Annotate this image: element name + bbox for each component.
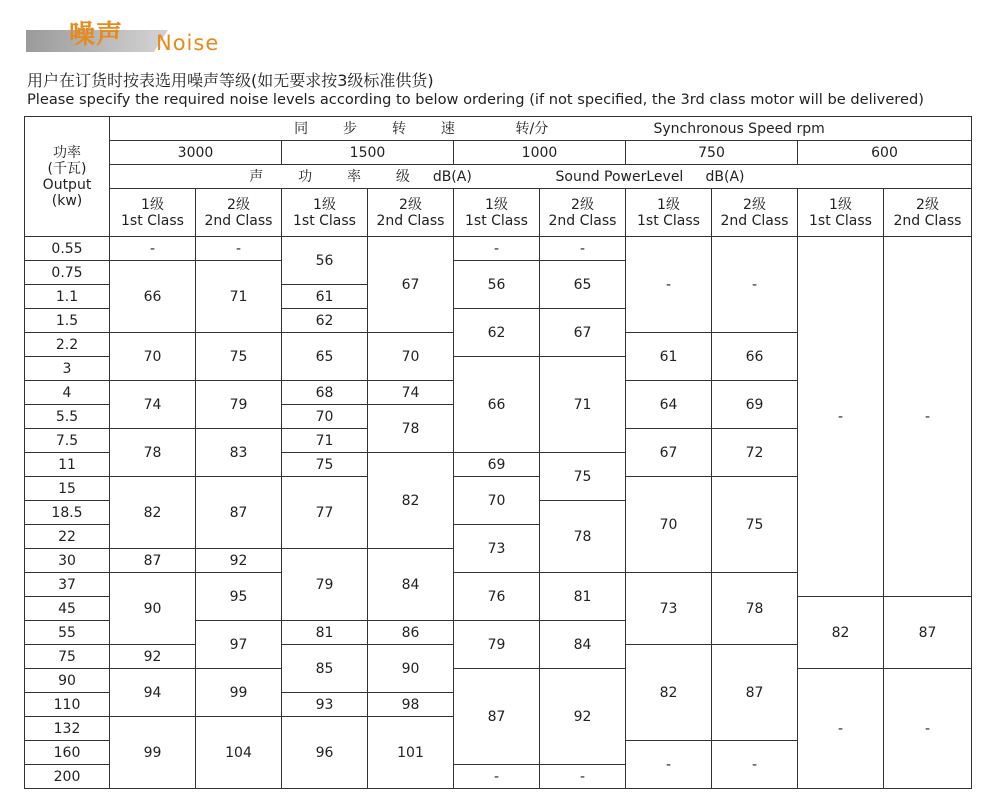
class-1-header bbox=[798, 189, 884, 237]
noise-value: 73 bbox=[454, 525, 540, 573]
speed-600: 600 bbox=[798, 141, 972, 165]
output-value: 90 bbox=[25, 669, 110, 693]
output-header-en-unit: (kw) bbox=[51, 192, 83, 209]
noise-value: 92 bbox=[540, 669, 626, 765]
noise-value: 70 bbox=[282, 405, 368, 429]
noise-value: 87 bbox=[712, 645, 798, 741]
speed-cn-unit: 转/分 bbox=[515, 120, 549, 137]
noise-value: 67 bbox=[626, 429, 712, 477]
speed-cn-4: 速 bbox=[440, 120, 455, 137]
output-value: 0.75 bbox=[25, 261, 110, 285]
class-1-header bbox=[110, 189, 196, 237]
output-header-cn-unit: (千瓦) bbox=[47, 160, 87, 177]
class-label-en: 2nd Class bbox=[893, 212, 962, 229]
power-header-row bbox=[25, 165, 972, 189]
power-cn-3: 率 bbox=[347, 168, 361, 185]
noise-value: 104 bbox=[196, 717, 282, 789]
noise-value: 75 bbox=[540, 453, 626, 501]
class-2-header bbox=[196, 189, 282, 237]
noise-value: 76 bbox=[454, 573, 540, 621]
power-cn-unit: dB(A) bbox=[432, 168, 472, 185]
noise-value: 82 bbox=[626, 645, 712, 741]
output-value: 1.1 bbox=[25, 285, 110, 309]
class-2-header bbox=[712, 189, 798, 237]
class-label-cn: 2级 bbox=[743, 196, 766, 213]
sound-power-header bbox=[110, 165, 972, 189]
speed-1500: 1500 bbox=[282, 141, 454, 165]
output-value: 4 bbox=[25, 381, 110, 405]
noise-value: 65 bbox=[540, 261, 626, 309]
noise-value: - bbox=[196, 237, 282, 261]
noise-value: 67 bbox=[368, 237, 454, 333]
noise-value: 75 bbox=[712, 477, 798, 573]
speed-cn-2: 步 bbox=[343, 120, 358, 137]
output-value: 0.55 bbox=[25, 237, 110, 261]
speed-cn-3: 转 bbox=[391, 120, 406, 137]
output-value: 30 bbox=[25, 549, 110, 573]
output-header-en: Output bbox=[42, 176, 92, 193]
power-cn-4: 级 bbox=[395, 168, 410, 185]
noise-value: 78 bbox=[368, 405, 454, 453]
noise-value: 62 bbox=[454, 309, 540, 357]
class-2-header bbox=[368, 189, 454, 237]
class-2-header bbox=[540, 189, 626, 237]
noise-value: 61 bbox=[282, 285, 368, 309]
power-en-unit: dB(A) bbox=[705, 168, 745, 185]
noise-value: 86 bbox=[368, 621, 454, 645]
class-label-cn: 1级 bbox=[485, 196, 508, 213]
output-value: 5.5 bbox=[25, 405, 110, 429]
output-value: 22 bbox=[25, 525, 110, 549]
noise-value: 71 bbox=[540, 357, 626, 453]
noise-value: 77 bbox=[282, 477, 368, 549]
output-value: 160 bbox=[25, 741, 110, 765]
noise-value: 90 bbox=[368, 645, 454, 693]
power-cn-2: 功 bbox=[298, 168, 313, 185]
noise-value: - bbox=[626, 237, 712, 333]
noise-value: 82 bbox=[798, 597, 884, 669]
class-header-row bbox=[25, 189, 972, 237]
noise-value: 85 bbox=[282, 645, 368, 693]
noise-value: 87 bbox=[884, 597, 972, 669]
noise-value: - bbox=[454, 237, 540, 261]
noise-value: 78 bbox=[712, 573, 798, 645]
output-value: 37 bbox=[25, 573, 110, 597]
output-value: 3 bbox=[25, 357, 110, 381]
noise-value: 70 bbox=[454, 477, 540, 525]
noise-value: 87 bbox=[196, 477, 282, 549]
table-row bbox=[25, 237, 972, 261]
noise-value: - bbox=[884, 669, 972, 789]
output-value: 45 bbox=[25, 597, 110, 621]
noise-value: - bbox=[454, 765, 540, 789]
noise-value: 66 bbox=[712, 333, 798, 381]
noise-value: - bbox=[712, 237, 798, 333]
noise-value: 74 bbox=[368, 381, 454, 405]
section-title-cn: 噪声 bbox=[69, 20, 124, 50]
output-value: 18.5 bbox=[25, 501, 110, 525]
noise-value: - bbox=[712, 741, 798, 789]
class-label-cn: 2级 bbox=[227, 196, 250, 213]
output-value: 7.5 bbox=[25, 429, 110, 453]
noise-value: 69 bbox=[454, 453, 540, 477]
noise-value: 99 bbox=[196, 669, 282, 717]
noise-value: 78 bbox=[540, 501, 626, 573]
noise-value: - bbox=[884, 237, 972, 597]
output-header bbox=[25, 117, 110, 237]
noise-value: 96 bbox=[282, 717, 368, 789]
noise-value: 81 bbox=[540, 573, 626, 621]
noise-value: 56 bbox=[454, 261, 540, 309]
output-value: 75 bbox=[25, 645, 110, 669]
noise-value: 87 bbox=[454, 669, 540, 765]
noise-value: 81 bbox=[282, 621, 368, 645]
output-value: 2.2 bbox=[25, 333, 110, 357]
output-value: 11 bbox=[25, 453, 110, 477]
noise-value: 92 bbox=[110, 645, 196, 669]
noise-value: 61 bbox=[626, 333, 712, 381]
noise-value: 75 bbox=[196, 333, 282, 381]
noise-value: 82 bbox=[110, 477, 196, 549]
noise-value: 98 bbox=[368, 693, 454, 717]
description-cn: 用户在订货时按表选用噪声等级(如无要求按3级标准供货) bbox=[27, 71, 434, 90]
noise-value: 99 bbox=[110, 717, 196, 789]
output-value: 110 bbox=[25, 693, 110, 717]
power-cn-1: 声 bbox=[249, 168, 264, 185]
noise-value: 84 bbox=[368, 549, 454, 621]
noise-value: - bbox=[798, 669, 884, 789]
class-label-en: 1st Class bbox=[121, 212, 184, 229]
class-label-cn: 1级 bbox=[657, 196, 680, 213]
class-label-en: 1st Class bbox=[637, 212, 700, 229]
noise-table-body bbox=[25, 117, 972, 789]
output-value: 55 bbox=[25, 621, 110, 645]
synchronous-speed-header bbox=[110, 117, 972, 141]
class-label-en: 2nd Class bbox=[720, 212, 789, 229]
speed-3000: 3000 bbox=[110, 141, 282, 165]
class-label-en: 2nd Class bbox=[548, 212, 617, 229]
class-label-cn: 2级 bbox=[916, 196, 939, 213]
noise-value: 65 bbox=[282, 333, 368, 381]
noise-value: 94 bbox=[110, 669, 196, 717]
noise-value: 78 bbox=[110, 429, 196, 477]
class-2-header bbox=[884, 189, 972, 237]
noise-value: 67 bbox=[540, 309, 626, 357]
noise-value: 73 bbox=[626, 573, 712, 645]
noise-value: 70 bbox=[110, 333, 196, 381]
noise-value: 84 bbox=[540, 621, 626, 669]
table-row bbox=[25, 669, 972, 693]
speed-750: 750 bbox=[626, 141, 798, 165]
noise-value: - bbox=[110, 237, 196, 261]
noise-value: 70 bbox=[626, 477, 712, 573]
noise-value: 90 bbox=[110, 573, 196, 645]
class-label-en: 2nd Class bbox=[204, 212, 273, 229]
class-label-en: 1st Class bbox=[293, 212, 356, 229]
power-en: Sound PowerLevel bbox=[555, 168, 684, 185]
noise-value: 64 bbox=[626, 381, 712, 429]
noise-value: 66 bbox=[110, 261, 196, 333]
class-1-header bbox=[626, 189, 712, 237]
section-title-en: Noise bbox=[156, 31, 220, 55]
noise-value: 95 bbox=[196, 573, 282, 621]
class-label-cn: 2级 bbox=[399, 196, 422, 213]
noise-value: - bbox=[626, 741, 712, 789]
output-value: 200 bbox=[25, 765, 110, 789]
noise-value: 79 bbox=[196, 381, 282, 429]
noise-value: 70 bbox=[368, 333, 454, 381]
speed-1000: 1000 bbox=[454, 141, 626, 165]
noise-value: 75 bbox=[282, 453, 368, 477]
output-value: 1.5 bbox=[25, 309, 110, 333]
noise-value: 87 bbox=[110, 549, 196, 573]
class-label-cn: 2级 bbox=[571, 196, 594, 213]
noise-value: 66 bbox=[454, 357, 540, 453]
speed-en: Synchronous Speed rpm bbox=[653, 120, 825, 137]
class-1-header bbox=[454, 189, 540, 237]
noise-value: 68 bbox=[282, 381, 368, 405]
class-label-en: 2nd Class bbox=[376, 212, 445, 229]
noise-value: 71 bbox=[196, 261, 282, 333]
class-1-header bbox=[282, 189, 368, 237]
class-label-cn: 1级 bbox=[829, 196, 852, 213]
speed-header-row bbox=[25, 117, 972, 141]
noise-value: 79 bbox=[454, 621, 540, 669]
noise-value: 101 bbox=[368, 717, 454, 789]
output-header-cn: 功率 bbox=[53, 144, 81, 161]
speed-cn-1: 同 bbox=[294, 120, 309, 137]
output-value: 15 bbox=[25, 477, 110, 501]
class-label-en: 1st Class bbox=[465, 212, 528, 229]
noise-value: 56 bbox=[282, 237, 368, 285]
noise-value: 69 bbox=[712, 381, 798, 429]
noise-value: - bbox=[540, 765, 626, 789]
noise-value: - bbox=[798, 237, 884, 597]
class-label-cn: 1级 bbox=[313, 196, 336, 213]
speed-values-row bbox=[25, 141, 972, 165]
output-value: 132 bbox=[25, 717, 110, 741]
noise-value: 62 bbox=[282, 309, 368, 333]
noise-value: 83 bbox=[196, 429, 282, 477]
description-en: Please specify the required noise levels according to below ordering (if not specified, the 3rd class motor will be delivered) bbox=[27, 91, 924, 108]
noise-value: 82 bbox=[368, 453, 454, 549]
noise-value: 97 bbox=[196, 621, 282, 669]
noise-value: - bbox=[540, 237, 626, 261]
noise-value: 72 bbox=[712, 429, 798, 477]
noise-value: 92 bbox=[196, 549, 282, 573]
class-label-en: 1st Class bbox=[809, 212, 872, 229]
noise-value: 71 bbox=[282, 429, 368, 453]
noise-value: 79 bbox=[282, 549, 368, 621]
noise-value: 93 bbox=[282, 693, 368, 717]
class-label-cn: 1级 bbox=[141, 196, 164, 213]
noise-value: 74 bbox=[110, 381, 196, 429]
noise-table bbox=[24, 116, 972, 789]
